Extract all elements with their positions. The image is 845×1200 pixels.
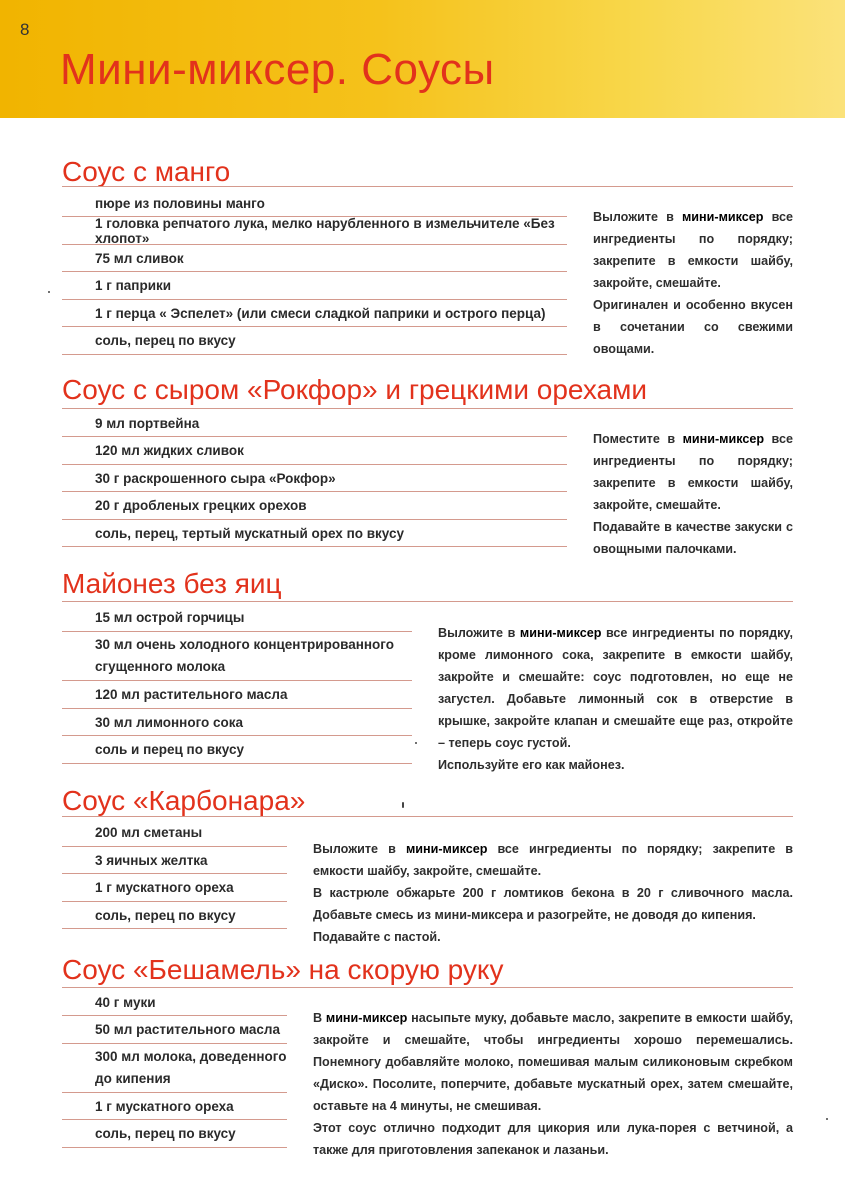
ingredient: 1 г мускатного ореха	[62, 1093, 287, 1120]
ingredient: соль, перец, тертый мускатный орех по вкусу	[62, 520, 567, 547]
ingredient-list	[62, 989, 287, 1148]
ingredient: пюре из половины манго	[62, 190, 567, 217]
ingredient: 15 мл острой горчицы	[62, 604, 412, 632]
scan-speck	[48, 291, 50, 293]
title-divider	[62, 601, 793, 602]
method-paragraph: Выложите в мини-миксер все ингредиенты по порядку, кроме лимонного сока, закрепите в емкости шайбу, закройте и смешайте: соус подготовлен, но еще не загустел. Добавьте лимонный сок в отверстие в крышке, закройте клапан и смешайте еще раз, откройте – теперь соус густой.	[438, 626, 793, 750]
page-title: Мини-миксер. Соусы	[60, 45, 495, 94]
title-divider	[62, 987, 793, 988]
ingredient: 50 мл растительного масла	[62, 1016, 287, 1044]
method-text	[313, 1007, 793, 1161]
ingredient: 1 г перца « Эспелет» (или смеси сладкой паприки и острого перца)	[62, 300, 567, 327]
method-paragraph: Выложите в мини-миксер все ингредиенты по порядку; закрепите в емкости шайбу, закройте, смешайте.	[313, 842, 794, 878]
ingredient: 300 мл молока, доведенного до кипения	[62, 1044, 287, 1093]
recipe-mayonnaise	[0, 565, 845, 772]
method-paragraph: Этот соус отлично подходит для цикория или лука-порея с ветчиной, а также для приготовления запеканок и лазаньи.	[313, 1121, 793, 1157]
recipe-roquefort	[0, 372, 845, 562]
ingredient: 3 яичных желтка	[62, 847, 287, 874]
ingredient-list	[62, 190, 567, 355]
ingredient: 75 мл сливок	[62, 245, 567, 272]
method-text	[593, 428, 793, 560]
ingredient-list	[62, 604, 412, 764]
method-paragraph: Поместите в мини-миксер все ингредиенты по порядку; закрепите в емкости шайбу, закройте, смешайте.	[593, 432, 793, 512]
method-paragraph: Подавайте с пастой.	[313, 930, 441, 944]
ingredient: 9 мл портвейна	[62, 410, 567, 437]
ingredient: соль, перец по вкусу	[62, 327, 567, 355]
recipe-bechamel	[0, 951, 845, 1161]
section-title: Соус «Бешамель» на скорую руку	[62, 954, 504, 985]
recipe-carbonara	[0, 780, 845, 944]
section-title: Майонез без яиц	[62, 568, 282, 599]
ingredient: 200 мл сметаны	[62, 819, 287, 847]
ingredient: соль, перец по вкусу	[62, 902, 287, 929]
method-paragraph: Используйте его как майонез.	[438, 758, 625, 772]
header-banner	[0, 0, 845, 118]
method-paragraph: Выложите в мини-миксер все ингредиенты по порядку; закрепите в емкости шайбу, закройте, смешайте.	[593, 210, 794, 290]
section-title: Соус «Карбонара»	[62, 785, 306, 816]
scan-speck	[415, 742, 417, 744]
scan-speck	[826, 1118, 828, 1120]
title-divider	[62, 186, 793, 187]
ingredient: 1 г паприки	[62, 272, 567, 300]
ingredient: 1 головка репчатого лука, мелко нарубленного в измельчителе «Без хлопот»	[62, 217, 567, 245]
section-title: Соус с манго	[62, 156, 231, 187]
ingredient-list	[62, 819, 287, 929]
method-text	[593, 206, 793, 360]
recipe-mango	[0, 150, 845, 365]
section-title: Соус с сыром «Рокфор» и грецкими орехами	[62, 374, 648, 405]
ingredient: 1 г мускатного ореха	[62, 874, 287, 902]
method-paragraph: Подавайте в качестве закуски с овощными палочками.	[593, 520, 793, 556]
ingredient: 40 г муки	[62, 989, 287, 1016]
method-paragraph: В кастрюле обжарьте 200 г ломтиков бекона в 20 г сливочного масла. Добавьте смесь из мини-миксера и разогрейте, не доводя до кипения.	[313, 886, 793, 922]
ingredient: 120 мл жидких сливок	[62, 437, 567, 465]
method-paragraph: Оригинален и особенно вкусен в сочетании со свежими овощами.	[593, 298, 793, 356]
ingredient: 30 г раскрошенного сыра «Рокфор»	[62, 465, 567, 492]
ingredient: соль и перец по вкусу	[62, 736, 412, 764]
ingredient: соль, перец по вкусу	[62, 1120, 287, 1148]
method-text	[313, 838, 793, 948]
ingredient: 20 г дробленых грецких орехов	[62, 492, 567, 520]
title-divider	[62, 408, 793, 409]
ingredient: 120 мл растительного масла	[62, 681, 412, 709]
ingredient: 30 мл лимонного сока	[62, 709, 412, 736]
method-paragraph: В мини-миксер насыпьте муку, добавьте масло, закрепите в емкости шайбу, закройте и смешайте, чтобы ингредиенты хорошо перемешались. Понемногу добавляйте молоко, помешивая малым силиконовым скребком «Диско». Посолите, поперчите, добавьте мускатный орех, затем смешайте, оставьте на 4 минуты, не смешивая.	[313, 1011, 794, 1113]
title-divider	[62, 816, 793, 817]
scan-speck	[402, 802, 404, 808]
ingredient: 30 мл очень холодного концентрированного сгущенного молока	[62, 632, 412, 681]
method-text	[438, 622, 793, 776]
ingredient-list	[62, 410, 567, 547]
page-number: 8	[20, 20, 30, 39]
